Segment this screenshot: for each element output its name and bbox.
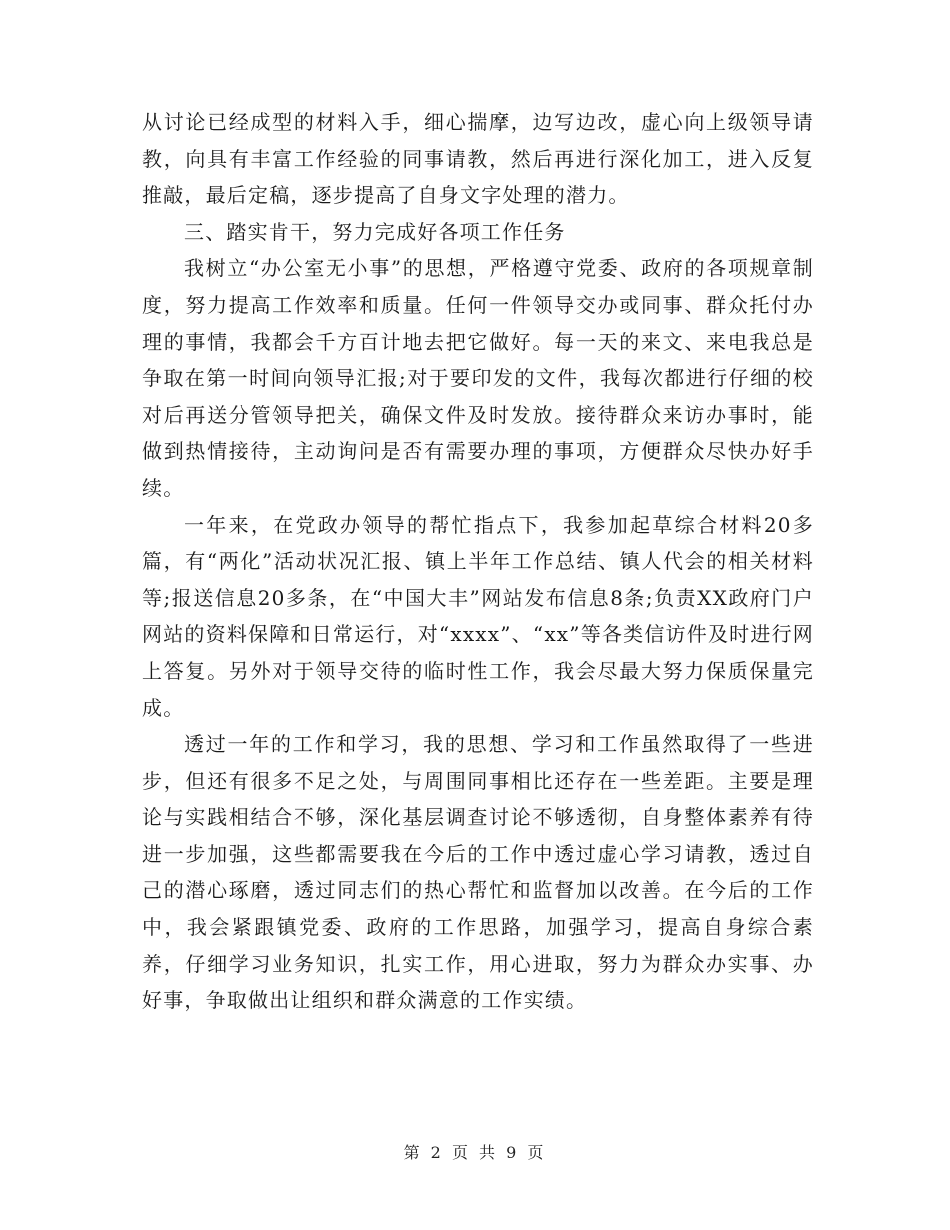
paragraph-4: 一年来，在党政办领导的帮忙指点下，我参加起草综合材料20多篇，有“两化”活动状况汇报、镇上半年工作总结、镇人代会的相关材料等;报送信息20多条，在“中国大丰”网站发布信息8条;负责XX政府门户网站的资料保障和日常运行，对“xxxx”、“xx”等各类信访件及时进行网上答复。另外对于领导交待的临时性工作，我会尽最大努力保质保量完成。 bbox=[142, 512, 814, 720]
paragraph-3: 我树立“办公室无小事”的思想，严格遵守党委、政府的各项规章制度，努力提高工作效率和质量。任何一件领导交办或同事、群众托付办理的事情，我都会千方百计地去把它做好。每一天的来文、来电我总是争取在第一时间向领导汇报;对于要印发的文件，我每次都进行仔细的校对后再送分管领导把关，确保文件及时发放。接待群众来访办事时，能做到热情接待，主动询问是否有需要办理的事项，方便群众尽快办好手续。 bbox=[142, 256, 814, 500]
paragraph-5: 透过一年的工作和学习，我的思想、学习和工作虽然取得了一些进步，但还有很多不足之处，与周围同事相比还存在一些差距。主要是理论与实践相结合不够，深化基层调查讨论不够透彻，自身整体素养有待进一步加强，这些都需要我在今后的工作中透过虚心学习请教，透过自己的潜心琢磨，透过同志们的热心帮忙和监督加以改善。在今后的工作中，我会紧跟镇党委、政府的工作思路，加强学习，提高自身综合素养，仔细学习业务知识，扎实工作，用心进取，努力为群众办实事、办好事，争取做出让组织和群众满意的工作实绩。 bbox=[142, 732, 814, 1013]
page-footer: 第 2 页 共 9 页 bbox=[403, 1143, 547, 1162]
paragraph-1: 从讨论已经成型的材料入手，细心揣摩，边写边改，虚心向上级领导请教，向具有丰富工作经验的同事请教，然后再进行深化加工，进入反复推敲，最后定稿，逐步提高了自身文字处理的潜力。 bbox=[142, 110, 814, 208]
document-body bbox=[142, 104, 814, 1019]
section-heading: 三、踏实肯干，努力完成好各项工作任务 bbox=[184, 219, 566, 244]
